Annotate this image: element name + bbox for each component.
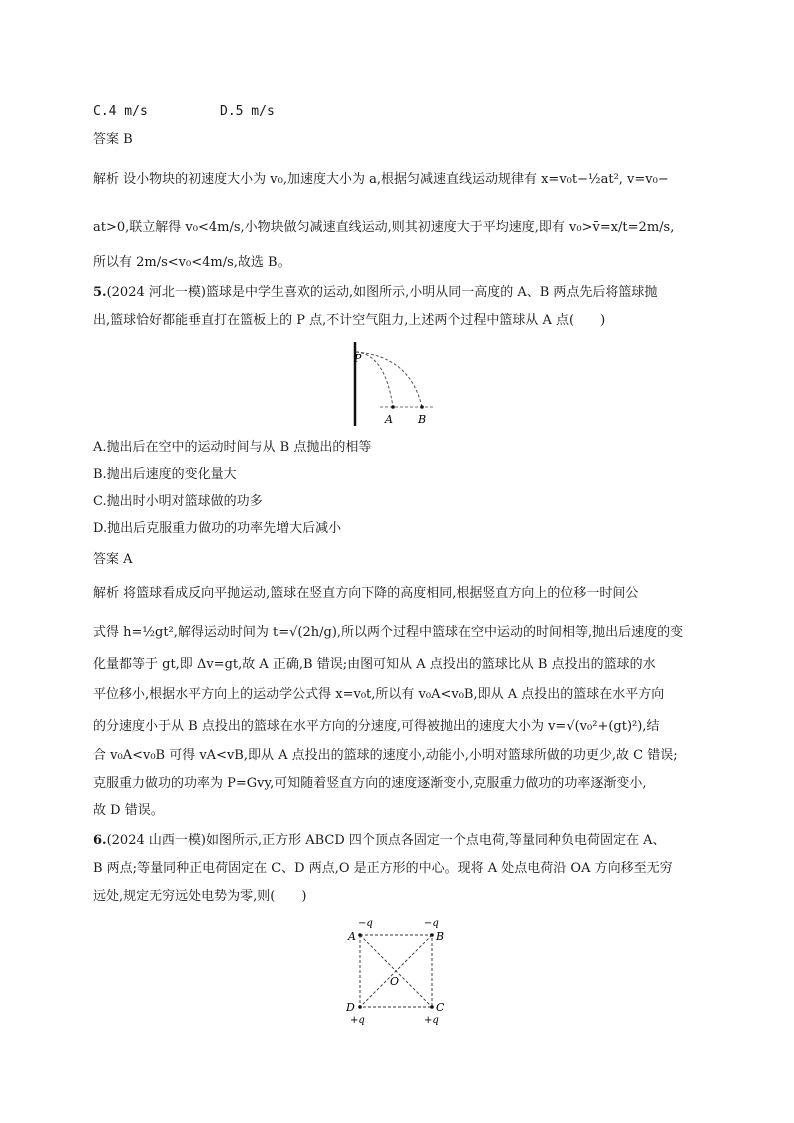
q5-analysis-line-2: 式得 h=½gt²,解得运动时间为 t=√(2h/g),所以两个过程中篮球在空中运动的时间相等,抛出后速度的变 <box>93 625 684 640</box>
q6-stem-line-1 <box>93 832 666 850</box>
basketball-diagram <box>340 340 450 430</box>
q5-analysis-line-5: 的分速度小于从 B 点投出的篮球在水平方向的分速度,可得被抛出的速度大小为 v=√(v₀²+(gt)²),结 <box>93 719 660 734</box>
q5-option-a: A.抛出后在空中的运动时间与从 B 点抛出的相等 <box>93 440 372 455</box>
charge-c <box>430 1005 434 1009</box>
q5-stem-line-1 <box>93 284 657 302</box>
square-charges-diagram <box>338 915 458 1030</box>
label-o: O <box>390 975 400 988</box>
charge-b-value: −q <box>424 918 439 929</box>
q5-option-d: D.抛出后克服重力做功的功率先增大后减小 <box>93 521 342 536</box>
prev-analysis-line-3: 所以有 2m/s<v₀<4m/s,故选 B。 <box>93 255 291 270</box>
q5-analysis-line-6: 合 v₀A<v₀B 可得 vA<vB,即从 A 点投出的篮球的速度小,动能小,小明对篮球所做的功更少,故 C 错误; <box>93 748 678 763</box>
charge-c-value: +q <box>424 1015 439 1026</box>
basketball-figure <box>340 340 450 430</box>
q6-stem-line-3: 远处,规定无穷远处电势为零,则( ) <box>93 889 307 904</box>
label-c: C <box>436 1001 445 1014</box>
prev-analysis-line-2: at>0,联立解得 v₀<4m/s,小物块做匀减速直线运动,则其初速度大于平均速度,即有 v₀>v̄=x/t=2m/s, <box>93 220 675 235</box>
option-c: C.4 m/s <box>93 104 148 119</box>
q6-stem-line-2: B 两点;等量同种正电荷固定在 C、D 两点,O 是正方形的中心。现将 A 处点电荷沿 OA 方向移至无穷 <box>93 861 673 876</box>
trajectory-b <box>356 352 422 407</box>
charge-b <box>430 933 434 937</box>
q5-option-c: C.抛出时小明对篮球做的功多 <box>93 494 263 509</box>
square-charges-figure <box>338 915 458 1030</box>
label-b: B <box>418 413 427 426</box>
q5-analysis-line-7: 克服重力做功的功率为 P=Gvy,可知随着竖直方向的速度逐渐变小,克服重力做功的功率逐渐变小, <box>93 776 647 791</box>
label-a: A <box>385 413 393 426</box>
q5-analysis-line-8: 故 D 错误。 <box>93 803 164 818</box>
charge-d-value: +q <box>350 1015 365 1026</box>
option-d: D.5 m/s <box>220 104 275 119</box>
charge-a <box>358 933 362 937</box>
point-b <box>420 405 424 409</box>
label-d: D <box>346 1001 355 1014</box>
q5-number: 5. <box>93 285 107 300</box>
label-b: B <box>436 930 445 943</box>
q5-stem-line-2: 出,篮球恰好都能垂直打在篮板上的 P 点,不计空气阻力,上述两个过程中篮球从 A 点( ) <box>93 313 606 328</box>
charge-a-value: −q <box>358 918 373 929</box>
prev-analysis-line-1: 解析 设小物块的初速度大小为 v₀,加速度大小为 a,根据匀减速直线运动规律有 x=v₀t−½at², v=v₀− <box>93 172 669 187</box>
q5-answer: 答案 A <box>93 552 133 567</box>
q5-option-b: B.抛出后速度的变化量大 <box>93 467 237 482</box>
q5-analysis-line-3: 化量都等于 gt,即 Δv=gt,故 A 正确,B 错误;由图可知从 A 点投出的篮球比从 B 点投出的篮球的水 <box>93 657 656 672</box>
q5-stem-text-1: (2024 河北一模)篮球是中学生喜欢的运动,如图所示,小明从同一高度的 A、B 两点先后将篮球抛 <box>106 285 658 300</box>
charge-d <box>358 1005 362 1009</box>
point-a <box>391 405 395 409</box>
label-a: A <box>348 930 356 943</box>
q5-analysis-line-4: 平位移小,根据水平方向上的运动学公式得 x=v₀t,所以有 v₀A<v₀B,即从 A 点投出的篮球在水平方向 <box>93 687 665 702</box>
q6-number: 6. <box>93 833 107 848</box>
q5-analysis-line-1: 解析 将篮球看成反向平抛运动,篮球在竖直方向下降的高度相同,根据竖直方向上的位移一时间公 <box>93 586 639 601</box>
label-p: P <box>354 352 362 365</box>
q6-stem-text-1: (2024 山西一模)如图所示,正方形 ABCD 四个顶点各固定一个点电荷,等量同种负电荷固定在 A、 <box>106 833 666 848</box>
prev-answer: 答案 B <box>93 132 133 147</box>
